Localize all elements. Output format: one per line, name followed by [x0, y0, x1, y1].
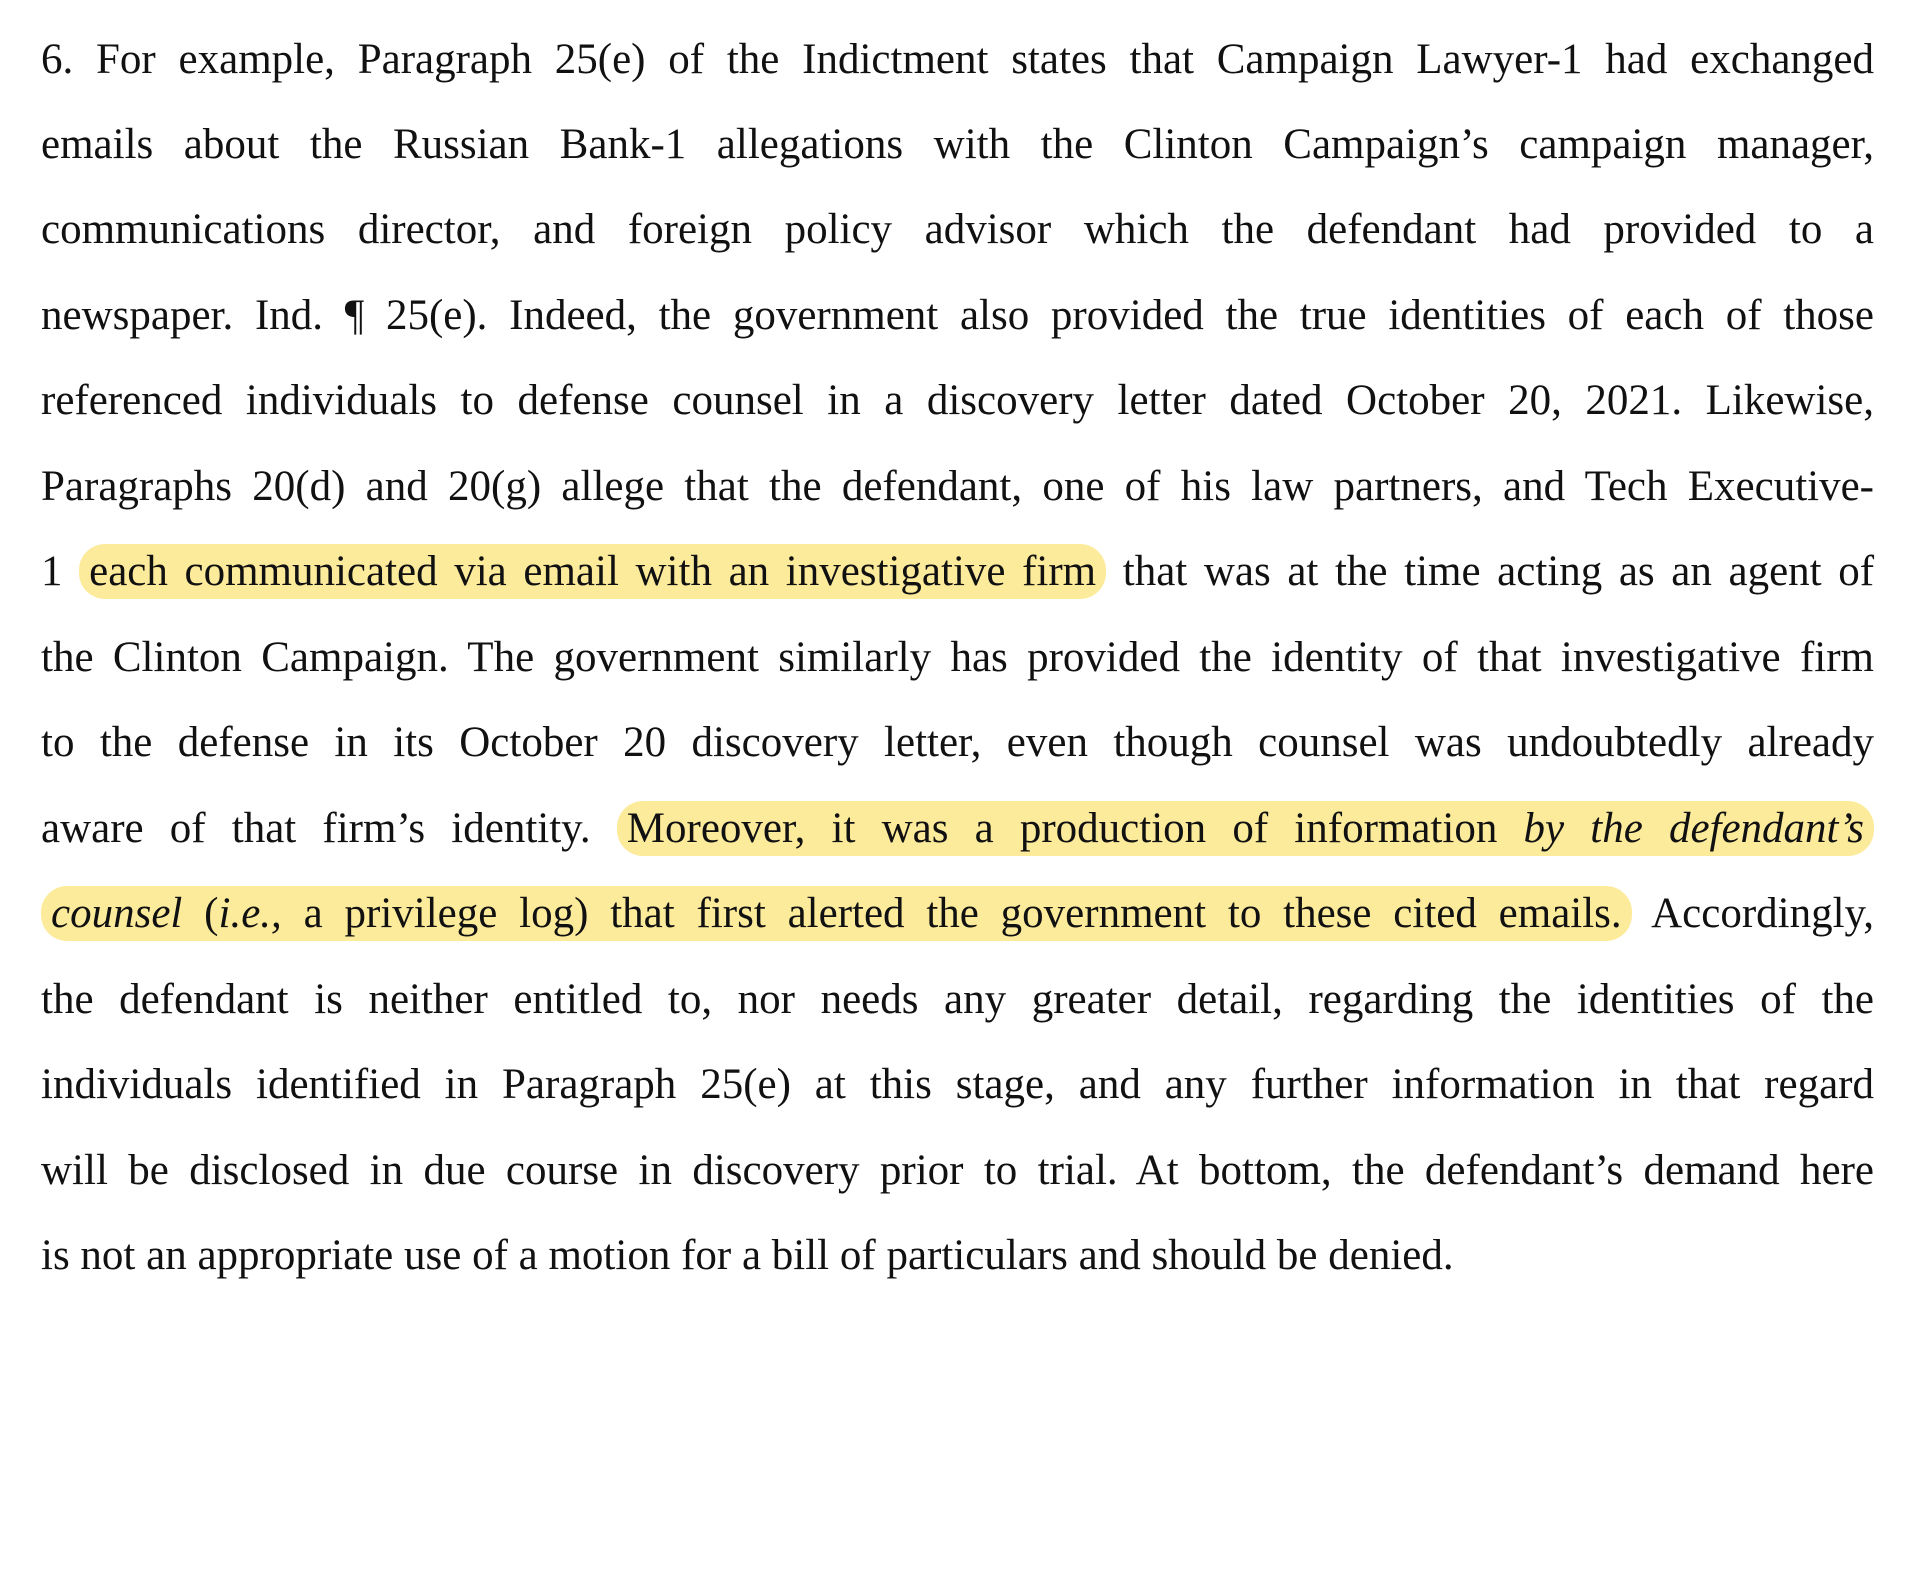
- line-text: emails about the Russian Bank-1 allegations with the Clinton Campaign’s campaign manager,: [41, 121, 1874, 168]
- paragraph-line-10: [41, 799, 1874, 859]
- line-text: newspaper. Ind. ¶ 25(e). Indeed, the government also provided the true identities of each of those: [41, 292, 1874, 339]
- line-text: that was at the time acting as an agent of: [1122, 548, 1875, 595]
- paragraph-line-5: [41, 371, 1874, 431]
- paragraph-line-9: [41, 713, 1874, 773]
- paragraph-line-13: [41, 1055, 1874, 1115]
- highlighted-text: [617, 801, 1874, 856]
- paragraph-line-14: [41, 1141, 1874, 1201]
- highlighted-run: Moreover, it was a production of information: [626, 805, 1498, 852]
- line-text: Paragraphs 20(d) and 20(g) allege that the defendant, one of his law partners, and Tech Executive-: [41, 463, 1874, 510]
- line-text: the Clinton Campaign. The government similarly has provided the identity of that investigative firm: [41, 634, 1874, 681]
- italic-run: by the defendant’s: [1523, 805, 1865, 852]
- line-text: Accordingly,: [1651, 890, 1874, 937]
- line-text: 6. For example, Paragraph 25(e) of the Indictment states that Campaign Lawyer-1 had exchanged: [41, 36, 1874, 83]
- line-text: 1: [41, 548, 63, 595]
- line-text: aware of that firm’s identity.: [41, 805, 591, 852]
- paragraph-line-11: [41, 884, 1874, 944]
- paragraph-line-1: [41, 30, 1874, 90]
- highlighted-run: (: [204, 890, 219, 937]
- line-text: to the defense in its October 20 discovery letter, even though counsel was undoubtedly already: [41, 719, 1874, 766]
- line-text: is not an appropriate use of a motion for a bill of particulars and should be denied.: [41, 1232, 1454, 1279]
- highlighted-text: [41, 886, 1632, 941]
- italic-run: i.e.,: [218, 890, 282, 937]
- paragraph-line-15: [41, 1226, 1874, 1286]
- paragraph-line-2: [41, 115, 1874, 175]
- paragraph-line-4: [41, 286, 1874, 346]
- line-text: the defendant is neither entitled to, nor needs any greater detail, regarding the identities of the: [41, 976, 1874, 1023]
- paragraph-line-3: [41, 200, 1874, 260]
- paragraph-line-6: [41, 457, 1874, 517]
- italic-run: counsel: [51, 890, 183, 937]
- paragraph-line-12: [41, 970, 1874, 1030]
- line-text: referenced individuals to defense counsel in a discovery letter dated October 20, 2021. Likewise,: [41, 377, 1874, 424]
- highlighted-text: each communicated via email with an investigative firm: [79, 544, 1106, 599]
- highlighted-run: a privilege log) that first alerted the government to these cited emails.: [303, 890, 1622, 937]
- paragraph-line-8: [41, 628, 1874, 688]
- line-text: individuals identified in Paragraph 25(e) at this stage, and any further information in that regard: [41, 1061, 1874, 1108]
- line-text: will be disclosed in due course in discovery prior to trial. At bottom, the defendant’s demand here: [41, 1147, 1874, 1194]
- paragraph-line-7: [41, 542, 1874, 602]
- line-text: communications director, and foreign policy advisor which the defendant had provided to a: [41, 206, 1874, 253]
